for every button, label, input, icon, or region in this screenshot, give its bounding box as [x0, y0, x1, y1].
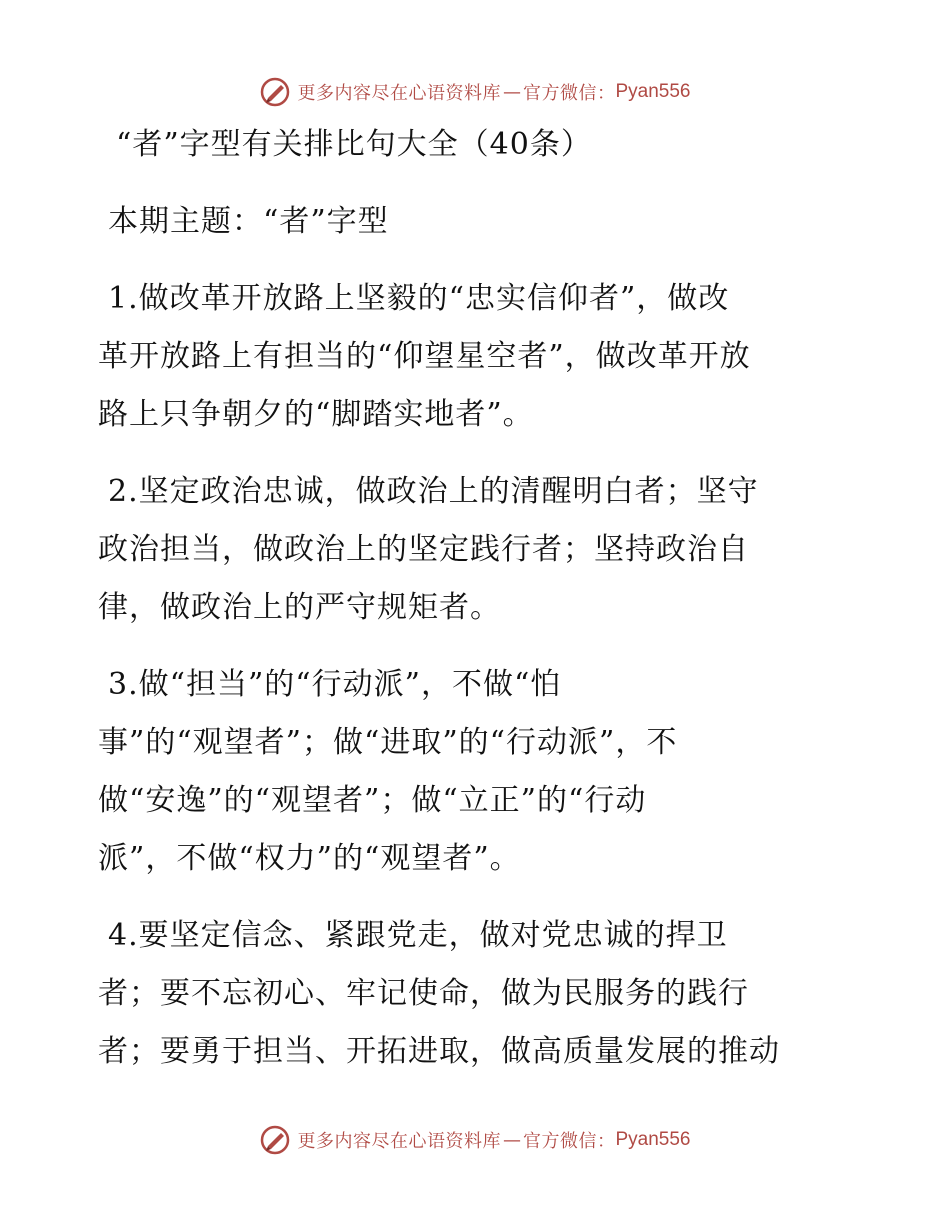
logo-icon [259, 1124, 291, 1156]
paragraph-4 [98, 907, 858, 1081]
paragraph-1 [98, 270, 858, 444]
paragraph-3 [98, 656, 858, 888]
watermark-separator: — [502, 81, 521, 103]
spacer [98, 444, 858, 463]
header-watermark [0, 72, 950, 112]
paragraph-line: 2.坚定政治忠诚，做政治上的清醒明白者；坚守 [108, 474, 759, 509]
document-title: “者”字型有关排比句大全（40条） [116, 127, 592, 162]
watermark-separator: — [502, 1129, 521, 1151]
paragraph-line: 派”，不做“权力”的“观望者”。 [98, 841, 521, 876]
paragraph-line: 做“安逸”的“观望者”；做“立正”的“行动 [98, 783, 647, 818]
paragraph-line: 3.做“担当”的“行动派”，不做“怕 [108, 667, 562, 702]
paragraph-line: 者；要不忘初心、牢记使命，做为民服务的践行 [98, 976, 749, 1011]
spacer [98, 637, 858, 656]
logo-icon [259, 76, 291, 108]
paragraph-line: 路上只争朝夕的“脚踏实地者”。 [98, 397, 534, 432]
spacer [98, 174, 858, 193]
document-subtitle: 本期主题：“者”字型 [108, 204, 389, 239]
footer-watermark [0, 1120, 950, 1160]
paragraph-line: 政治担当，做政治上的坚定践行者；坚持政治自 [98, 532, 749, 567]
watermark-text: 更多内容尽在心语资料库 [297, 83, 501, 104]
spacer [98, 251, 858, 270]
watermark-label: 官方微信： [522, 83, 616, 104]
paragraph-line: 事”的“观望者”；做“进取”的“行动派”，不 [98, 725, 678, 760]
paragraph-2 [98, 463, 858, 637]
paragraph-line: 律，做政治上的严守规矩者。 [98, 590, 501, 625]
watermark-text: 更多内容尽在心语资料库 [297, 1131, 501, 1152]
paragraph-line: 革开放路上有担当的“仰望星空者”，做改革开放 [98, 339, 751, 374]
watermark-wechat-id: Pyan556 [615, 1129, 691, 1150]
spacer [98, 888, 858, 907]
watermark-label: 官方微信： [522, 1131, 616, 1152]
paragraph-line: 者；要勇于担当、开拓进取，做高质量发展的推动 [98, 1034, 780, 1069]
watermark-wechat-id: Pyan556 [615, 81, 691, 102]
paragraph-line: 4.要坚定信念、紧跟党走，做对党忠诚的捍卫 [108, 918, 728, 953]
document-body [98, 116, 858, 1081]
paragraph-line: 1.做改革开放路上坚毅的“忠实信仰者”，做改 [108, 281, 730, 316]
